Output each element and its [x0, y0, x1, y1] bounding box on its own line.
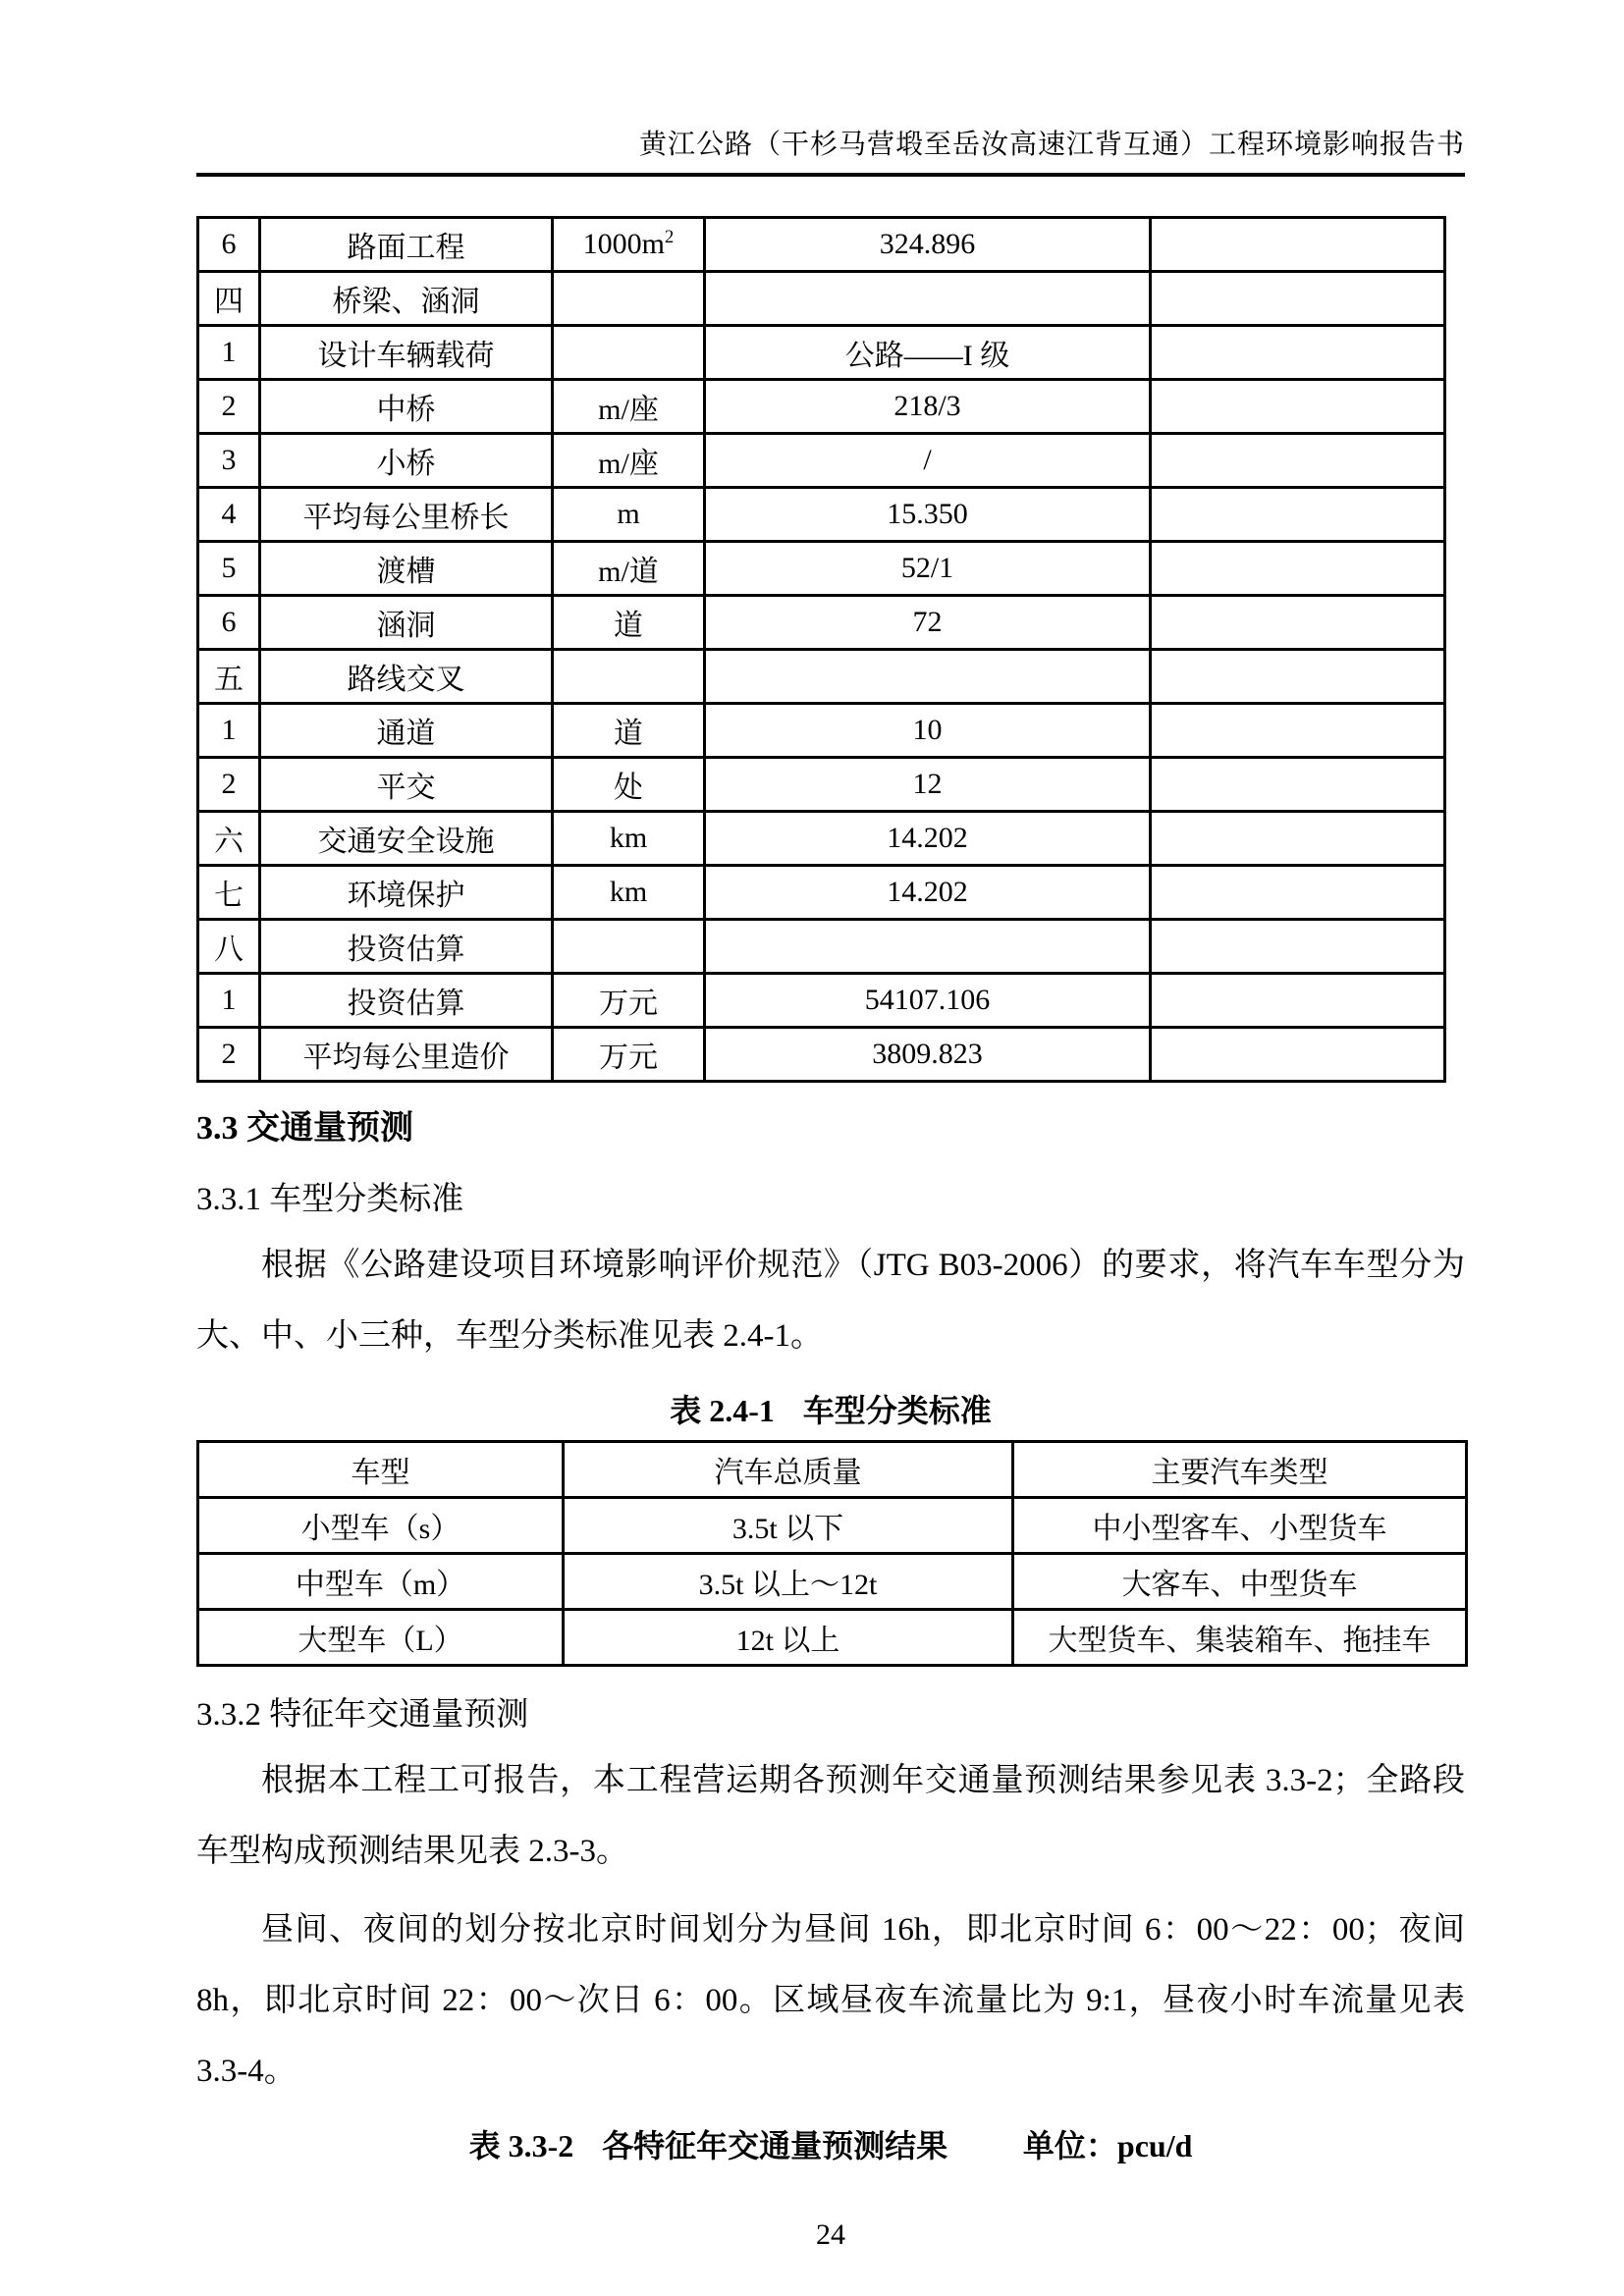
remark-cell: [1151, 596, 1445, 650]
row-no-cell: 1: [198, 974, 260, 1028]
remark-cell: [1151, 866, 1445, 920]
gross-mass-cell: 3.5t 以上～12t: [564, 1554, 1013, 1610]
unit-cell: 万元: [553, 974, 705, 1028]
header-title: 黄江公路（干杉马营塅至岳汝高速江背互通）工程环境影响报告书: [638, 130, 1465, 160]
main-vehicle-kinds-cell: 中小型客车、小型货车: [1013, 1498, 1467, 1554]
row-no-cell: 四: [198, 272, 260, 326]
unit-cell: 道: [553, 704, 705, 758]
item-cell: 设计车辆载荷: [260, 326, 553, 380]
item-cell: 中桥: [260, 380, 553, 434]
remark-cell: [1151, 920, 1445, 974]
unit-cell: km: [553, 866, 705, 920]
summary-table-row: [198, 1028, 1445, 1082]
row-no-cell: 五: [198, 650, 260, 704]
vehicle-type-cell: 中型车（m）: [198, 1554, 564, 1610]
traffic-table-caption-unit: 单位：pcu/d: [1022, 2128, 1193, 2163]
vehicle-classification-table-head: [198, 1442, 1467, 1498]
summary-table-row: [198, 758, 1445, 812]
classification-table-caption-title: 车型分类标准: [802, 1393, 992, 1428]
page-header: [196, 0, 1465, 177]
summary-table-row: [198, 920, 1445, 974]
row-no-cell: 六: [198, 812, 260, 866]
value-cell: 52/1: [705, 542, 1151, 596]
row-no-cell: 6: [198, 596, 260, 650]
unit-cell: km: [553, 812, 705, 866]
value-cell: /: [705, 434, 1151, 488]
item-cell: 路面工程: [260, 218, 553, 272]
item-cell: 平交: [260, 758, 553, 812]
summary-table-row: [198, 272, 1445, 326]
vehicle-classification-table: [196, 1440, 1468, 1667]
value-cell: [705, 650, 1151, 704]
value-cell: 54107.106: [705, 974, 1151, 1028]
classification-table-caption-label: 表 2.4-1: [670, 1393, 775, 1428]
unit-cell: [553, 326, 705, 380]
unit-cell: $1000m^2$: [553, 218, 705, 272]
unit-cell: m: [553, 488, 705, 542]
summary-table-row: [198, 866, 1445, 920]
remark-cell: [1151, 434, 1445, 488]
gross-mass-cell: 12t 以上: [564, 1610, 1013, 1666]
classification-header-row: [198, 1442, 1467, 1498]
summary-table-row: [198, 650, 1445, 704]
summary-table-row: [198, 488, 1445, 542]
value-cell: [705, 920, 1151, 974]
row-no-cell: 6: [198, 218, 260, 272]
column-header-cell: 汽车总质量: [564, 1442, 1013, 1498]
column-header-cell: 车型: [198, 1442, 564, 1498]
remark-cell: [1151, 650, 1445, 704]
summary-table-row: [198, 434, 1445, 488]
row-no-cell: 4: [198, 488, 260, 542]
unit-cell: 万元: [553, 1028, 705, 1082]
gross-mass-cell: 3.5t 以下: [564, 1498, 1013, 1554]
traffic-table-caption: [196, 2124, 1465, 2167]
value-cell: 公路——I 级: [705, 326, 1151, 380]
unit-cell: m/座: [553, 434, 705, 488]
remark-cell: [1151, 380, 1445, 434]
value-cell: 12: [705, 758, 1151, 812]
unit-cell: m/座: [553, 380, 705, 434]
paragraph-vehicle-classification: 根据《公路建设项目环境影响评价规范》（JTG B03-2006）的要求，将汽车车型分为大、中、小三种，车型分类标准见表 2.4-1。: [196, 1248, 1465, 1354]
value-cell: 324.896: [705, 218, 1151, 272]
remark-cell: [1151, 488, 1445, 542]
item-cell: 投资估算: [260, 974, 553, 1028]
row-no-cell: 3: [198, 434, 260, 488]
summary-table-row: [198, 326, 1445, 380]
vehicle-type-cell: 大型车（L）: [198, 1610, 564, 1666]
value-cell: 14.202: [705, 812, 1151, 866]
classification-table-row: [198, 1554, 1467, 1610]
section-heading-3-3: 3.3 交通量预测: [196, 1110, 413, 1147]
vehicle-classification-table-body: [198, 1498, 1467, 1666]
row-no-cell: 1: [198, 326, 260, 380]
summary-table-row: [198, 380, 1445, 434]
column-header-cell: 主要汽车类型: [1013, 1442, 1467, 1498]
row-no-cell: 七: [198, 866, 260, 920]
item-cell: 平均每公里造价: [260, 1028, 553, 1082]
item-cell: 涵洞: [260, 596, 553, 650]
unit-cell: [553, 920, 705, 974]
paragraph-day-night-split: 昼间、夜间的划分按北京时间划分为昼间 16h，即北京时间 6：00～22：00；夜间 8h，即北京时间 22：00～次日 6：00。区域昼夜车流量比为 9:1，昼夜小时车流量见表 3.3-4。: [196, 1912, 1465, 2089]
summary-table-row: [198, 704, 1445, 758]
remark-cell: [1151, 974, 1445, 1028]
classification-table-row: [198, 1498, 1467, 1554]
page-content: [196, 0, 1465, 2252]
remark-cell: [1151, 272, 1445, 326]
item-cell: 通道: [260, 704, 553, 758]
value-cell: 3809.823: [705, 1028, 1151, 1082]
item-cell: 桥梁、涵洞: [260, 272, 553, 326]
unit-cell: 处: [553, 758, 705, 812]
remark-cell: [1151, 704, 1445, 758]
unit-cell: [553, 650, 705, 704]
project-summary-table-body: [198, 218, 1445, 1082]
item-cell: 交通安全设施: [260, 812, 553, 866]
row-no-cell: 2: [198, 380, 260, 434]
main-vehicle-kinds-cell: 大型货车、集装箱车、拖挂车: [1013, 1610, 1467, 1666]
value-cell: 10: [705, 704, 1151, 758]
unit-cell: [553, 272, 705, 326]
summary-table-row: [198, 596, 1445, 650]
classification-table-caption: [196, 1389, 1465, 1432]
section-heading-3-3-2: 3.3.2 特征年交通量预测: [196, 1697, 529, 1733]
remark-cell: [1151, 758, 1445, 812]
traffic-table-caption-title: 各特征年交通量预测结果: [602, 2128, 948, 2163]
value-cell: 15.350: [705, 488, 1151, 542]
page-number: 24: [816, 2218, 845, 2251]
remark-cell: [1151, 542, 1445, 596]
item-cell: 投资估算: [260, 920, 553, 974]
remark-cell: [1151, 218, 1445, 272]
row-no-cell: 5: [198, 542, 260, 596]
traffic-table-caption-label: 表 3.3-2: [468, 2128, 574, 2163]
value-cell: 14.202: [705, 866, 1151, 920]
main-vehicle-kinds-cell: 大客车、中型货车: [1013, 1554, 1467, 1610]
row-no-cell: 2: [198, 758, 260, 812]
page-footer: [196, 2218, 1465, 2252]
row-no-cell: 2: [198, 1028, 260, 1082]
paragraph-traffic-forecast: 根据本工程工可报告，本工程营运期各预测年交通量预测结果参见表 3.3-2；全路段车型构成预测结果见表 2.3-3。: [196, 1763, 1465, 1869]
unit-superscript: 2: [665, 227, 675, 247]
value-cell: 72: [705, 596, 1151, 650]
project-summary-table: [196, 216, 1446, 1083]
unit-cell: 道: [553, 596, 705, 650]
unit-cell: m/道: [553, 542, 705, 596]
item-cell: 平均每公里桥长: [260, 488, 553, 542]
row-no-cell: 八: [198, 920, 260, 974]
value-cell: [705, 272, 1151, 326]
value-cell: 218/3: [705, 380, 1151, 434]
row-no-cell: 1: [198, 704, 260, 758]
remark-cell: [1151, 812, 1445, 866]
summary-table-row: [198, 218, 1445, 272]
classification-table-row: [198, 1610, 1467, 1666]
item-cell: 环境保护: [260, 866, 553, 920]
summary-table-row: [198, 542, 1445, 596]
item-cell: 路线交叉: [260, 650, 553, 704]
vehicle-type-cell: 小型车（s）: [198, 1498, 564, 1554]
summary-table-row: [198, 812, 1445, 866]
item-cell: 小桥: [260, 434, 553, 488]
remark-cell: [1151, 326, 1445, 380]
item-cell: 渡槽: [260, 542, 553, 596]
section-heading-3-3-1: 3.3.1 车型分类标准: [196, 1182, 464, 1217]
remark-cell: [1151, 1028, 1445, 1082]
summary-table-row: [198, 974, 1445, 1028]
